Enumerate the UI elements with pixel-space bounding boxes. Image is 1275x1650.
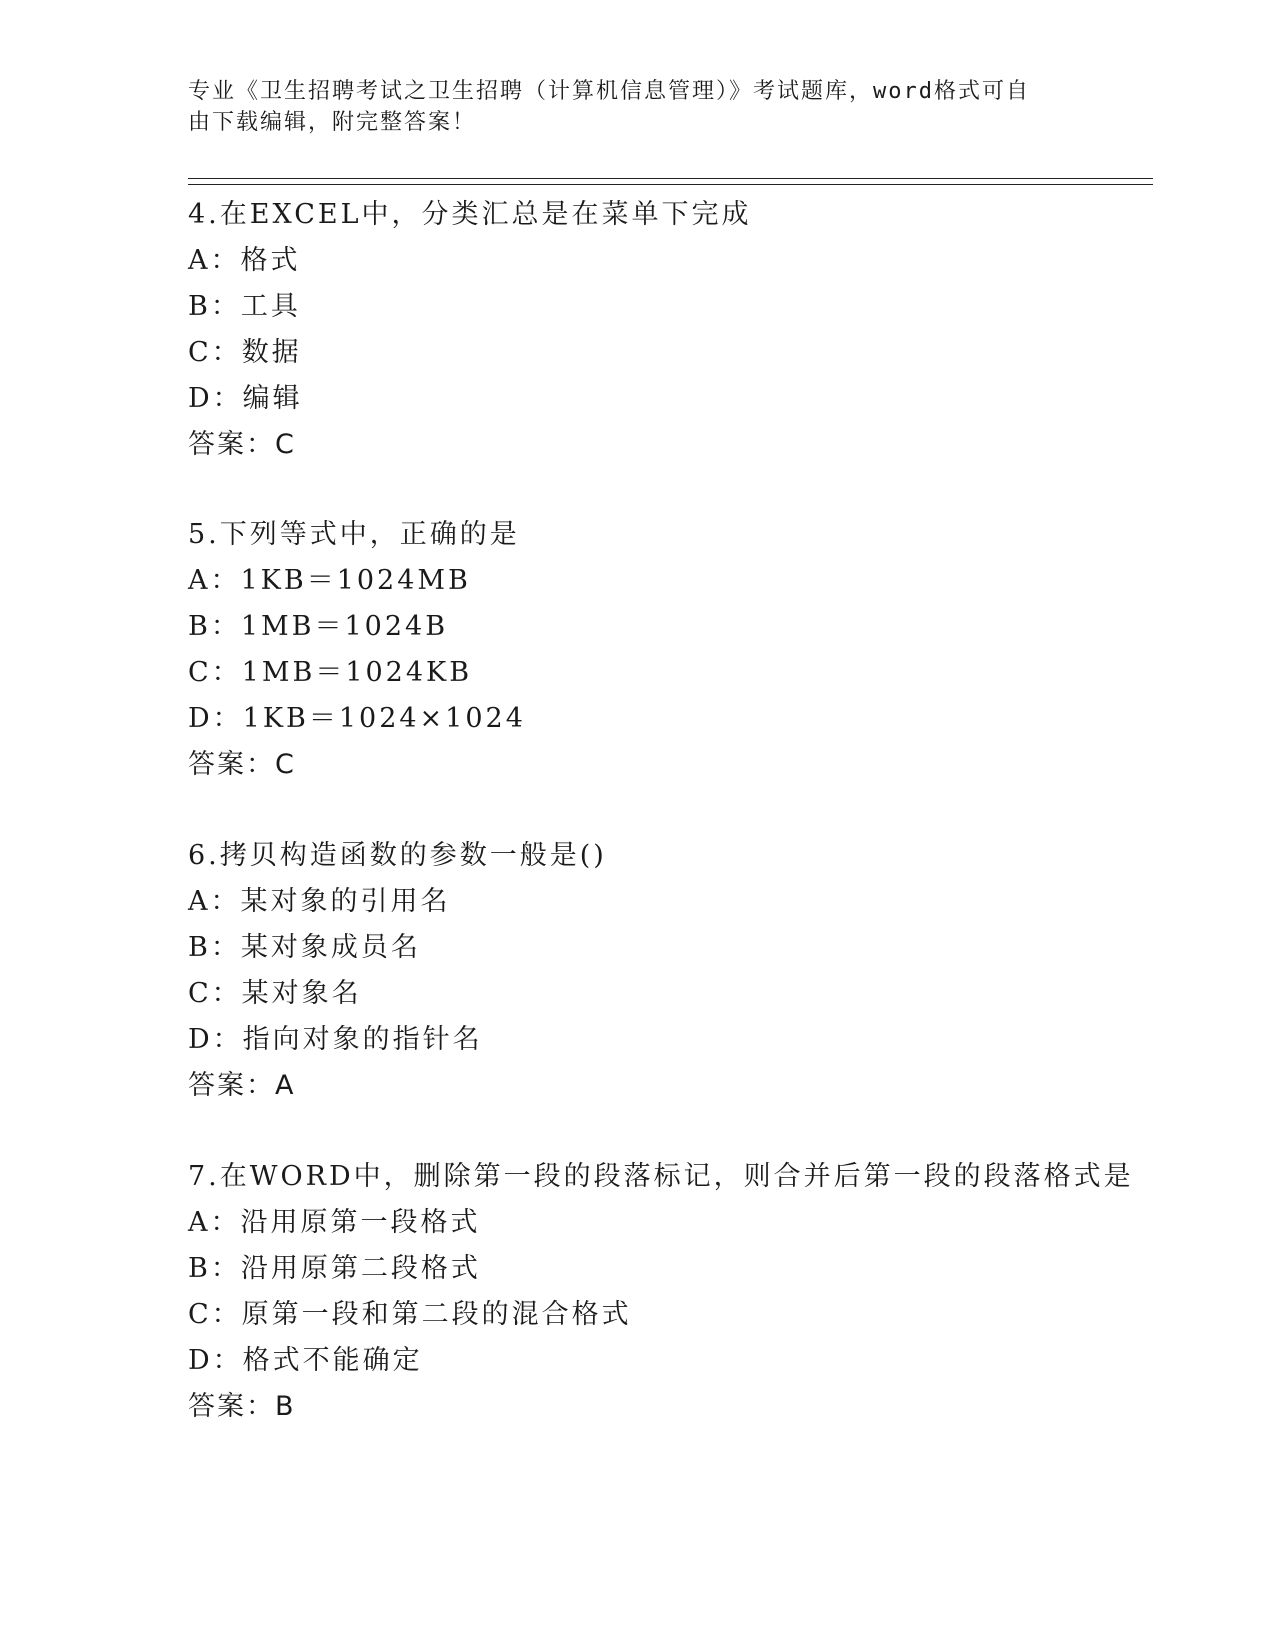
option-d: D：1KB＝1024×1024 bbox=[188, 703, 526, 734]
option-a: A：某对象的引用名 bbox=[188, 886, 451, 917]
answer-line: 答案：B bbox=[188, 1391, 296, 1422]
option-d: D：编辑 bbox=[188, 383, 303, 414]
header-divider-bottom bbox=[188, 184, 1153, 185]
answer-line: 答案：C bbox=[188, 749, 296, 780]
header-line-1: 专业《卫生招聘考试之卫生招聘（计算机信息管理）》考试题库，word格式可自 bbox=[188, 79, 1030, 104]
header-divider-top bbox=[188, 178, 1153, 179]
option-b: B：沿用原第二段格式 bbox=[188, 1253, 481, 1284]
answer-line: 答案：C bbox=[188, 429, 296, 460]
option-b: B：工具 bbox=[188, 291, 301, 322]
option-c: C：某对象名 bbox=[188, 978, 362, 1009]
option-d: D：指向对象的指针名 bbox=[188, 1024, 483, 1055]
question-block bbox=[188, 1154, 1188, 1430]
question-block bbox=[188, 512, 1188, 788]
answer-line: 答案：A bbox=[188, 1070, 296, 1101]
option-a: A：1KB＝1024MB bbox=[188, 565, 471, 596]
option-c: C：1MB＝1024KB bbox=[188, 657, 473, 688]
option-a: A：格式 bbox=[188, 245, 301, 276]
question-stem: 5.下列等式中，正确的是 bbox=[188, 519, 520, 550]
header-line-2: 由下载编辑，附完整答案！ bbox=[188, 110, 477, 135]
option-b: B：1MB＝1024B bbox=[188, 611, 449, 642]
option-a: A：沿用原第一段格式 bbox=[188, 1207, 481, 1238]
option-c: C：原第一段和第二段的混合格式 bbox=[188, 1299, 632, 1330]
question-stem: 6.拷贝构造函数的参数一般是() bbox=[188, 840, 607, 871]
question-stem: 4.在EXCEL中，分类汇总是在菜单下完成 bbox=[188, 199, 752, 230]
question-stem: 7.在WORD中，删除第一段的段落标记，则合并后第一段的段落格式是 bbox=[188, 1161, 1134, 1192]
option-b: B：某对象成员名 bbox=[188, 932, 421, 963]
option-d: D：格式不能确定 bbox=[188, 1345, 423, 1376]
question-block bbox=[188, 833, 1188, 1109]
question-block bbox=[188, 192, 1188, 468]
document-header bbox=[188, 76, 1088, 138]
option-c: C：数据 bbox=[188, 337, 302, 368]
